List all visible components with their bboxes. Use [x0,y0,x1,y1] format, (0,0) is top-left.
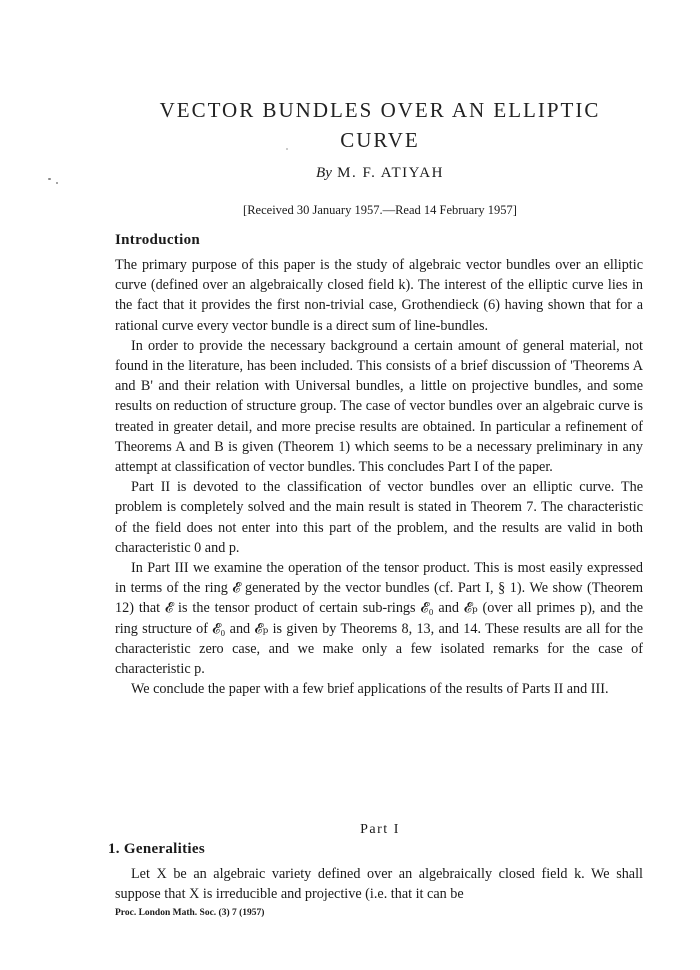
introduction-heading: Introduction [115,232,201,248]
part-heading: Part I [360,822,400,837]
paragraph: In Part III we examine the operation of the tensor product. This is most easily expressed in terms of the ring 𝓔 generated by the vector bundles (cf. Part I, § 1). We show (Theorem 12) that 𝓔 is the tensor product of certain sub-rings 𝓔₀ and 𝓔ₚ (over all primes p), and the ring structure of 𝓔₀ and 𝓔ₚ is given by Theorems 8, 13, and 14. These results are all for the characteristic zero case, and we make only a few isolated remarks for the case of characteristic p. [115,560,643,678]
paragraph: The primary purpose of this paper is the study of algebraic vector bundles over an elliptic curve (defined over an algebraically closed field k). The interest of the elliptic curve lies in the fact that it provides the first non-trivial case, Grothendieck (6) having shown that for a rational curve every vector bundle is a direct sum of line-bundles. [115,257,643,334]
paragraph: In order to provide the necessary background a certain amount of general material, not found in the literature, has been included. This consists of a brief discussion of 'Theorems A and B' and their relation with Universal bundles, a little on projective bundles, and some results on reduction of structure group. The case of vector bundles over an algebraic curve is treated in greater detail, and more precise results are obtained. In particular a refinement of Theorems A and B is given (Theorem 1) which seems to be a necessary preliminary in any attempt at classification of vector bundles. This concludes Part I of the paper. [115,337,643,476]
journal-footer: Proc. London Math. Soc. (3) 7 (1957) [115,908,265,918]
author-name: M. F. ATIYAH [337,165,444,181]
paragraph: We conclude the paper with a few brief applications of the results of Parts II and III. [131,681,609,698]
introduction-body [115,255,643,699]
author-line [100,165,660,182]
paragraph: Let X be an algebraic variety defined over an algebraically closed field k. We shall suppose that X is irreducible and projective (i.e. that it can be [115,866,643,903]
scan-speck [48,178,51,180]
title-line-1: VECTOR BUNDLES OVER AN ELLIPTIC [159,98,601,122]
scan-speck [56,182,58,184]
received-date: [Received 30 January 1957.—Read 14 February 1957] [243,203,517,217]
paragraph: Part II is devoted to the classification of vector bundles over an elliptic curve. The problem is completely solved and the main result is stated in Theorem 7. The characteristic of the field does not enter into this part of the problem, and the results are valid in both characteristic 0 and p. [115,479,643,556]
section-heading: 1. Generalities [108,841,205,857]
paper-title [100,95,660,155]
section-body [115,864,643,904]
title-line-2: CURVE [340,128,420,152]
author-by: By [316,165,332,181]
